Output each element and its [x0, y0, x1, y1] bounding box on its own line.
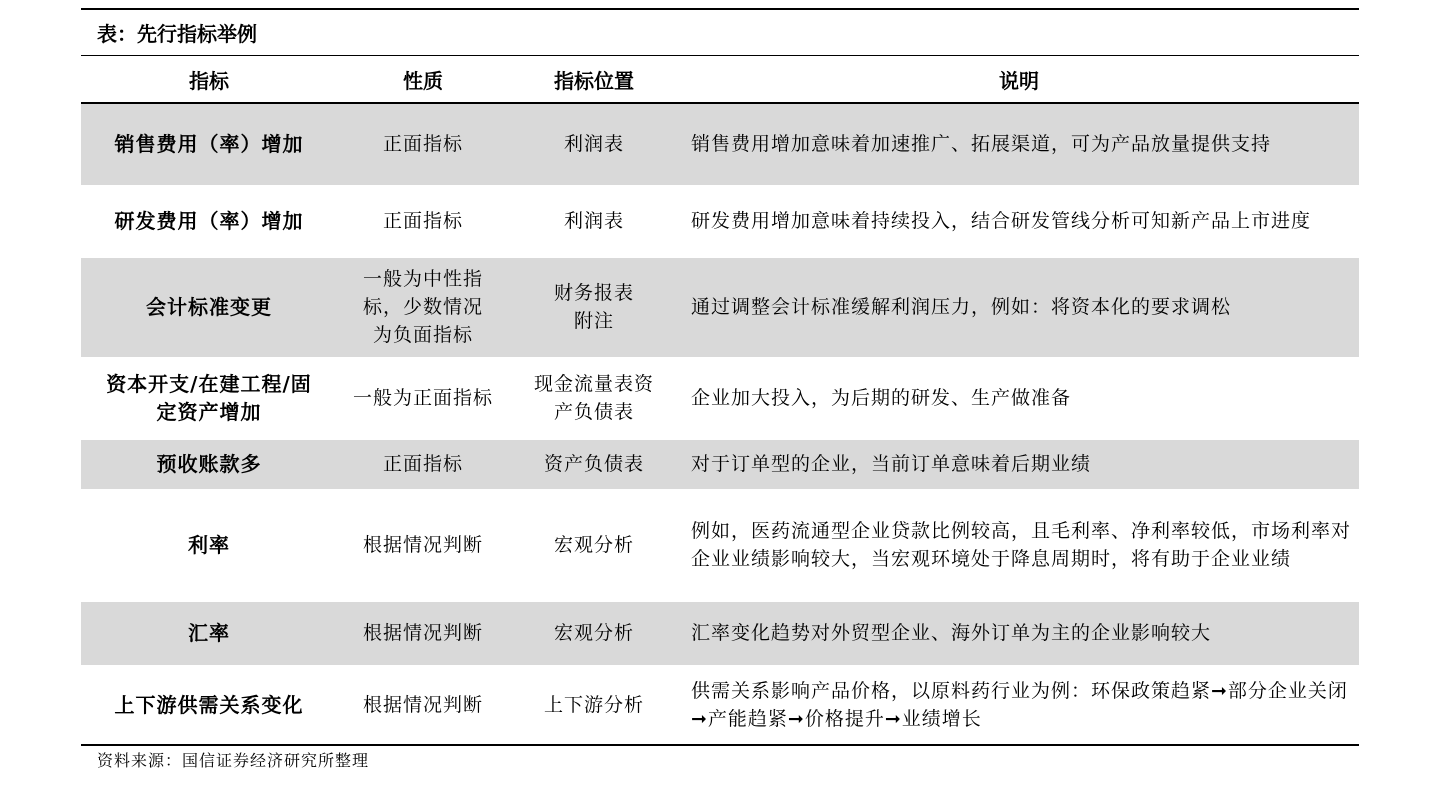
cell-indicator: 会计标准变更 [81, 257, 337, 357]
cell-indicator: 资本开支/在建工程/固定资产增加 [81, 357, 337, 439]
cell-location: 利润表 [509, 185, 679, 257]
cell-indicator: 预收账款多 [81, 439, 337, 489]
cell-description: 供需关系影响产品价格，以原料药行业为例：环保政策趋紧➞部分企业关闭➞产能趋紧➞价格提升➞业绩增长 [679, 665, 1359, 745]
cell-description: 汇率变化趋势对外贸型企业、海外订单为主的企业影响较大 [679, 601, 1359, 665]
cell-location: 宏观分析 [509, 489, 679, 601]
cell-description: 企业加大投入，为后期的研发、生产做准备 [679, 357, 1359, 439]
cell-location: 上下游分析 [509, 665, 679, 745]
cell-indicator: 汇率 [81, 601, 337, 665]
indicator-table [81, 8, 1359, 746]
cell-location: 财务报表附注 [509, 257, 679, 357]
cell-nature: 正面指标 [337, 185, 509, 257]
header-nature: 性质 [337, 56, 509, 103]
cell-description: 对于订单型的企业，当前订单意味着后期业绩 [679, 439, 1359, 489]
cell-nature: 根据情况判断 [337, 601, 509, 665]
cell-description: 通过调整会计标准缓解利润压力，例如：将资本化的要求调松 [679, 257, 1359, 357]
cell-nature: 一般为中性指标，少数情况为负面指标 [337, 257, 509, 357]
cell-location: 宏观分析 [509, 601, 679, 665]
source-note: 资料来源：国信证券经济研究所整理 [97, 751, 370, 770]
cell-nature: 一般为正面指标 [337, 357, 509, 439]
table-row [81, 357, 1359, 439]
header-indicator: 指标 [81, 56, 337, 103]
table-row [81, 665, 1359, 745]
table-row [81, 103, 1359, 185]
cell-indicator: 销售费用（率）增加 [81, 103, 337, 185]
cell-nature: 根据情况判断 [337, 489, 509, 601]
table-row [81, 257, 1359, 357]
cell-indicator: 上下游供需关系变化 [81, 665, 337, 745]
indicator-table-grid [81, 56, 1359, 746]
table-row [81, 439, 1359, 489]
cell-nature: 根据情况判断 [337, 665, 509, 745]
cell-nature: 正面指标 [337, 439, 509, 489]
table-row [81, 489, 1359, 601]
header-row [81, 56, 1359, 103]
table-row [81, 185, 1359, 257]
cell-indicator: 研发费用（率）增加 [81, 185, 337, 257]
cell-indicator: 利率 [81, 489, 337, 601]
cell-location: 现金流量表资产负债表 [509, 357, 679, 439]
header-description: 说明 [679, 56, 1359, 103]
cell-description: 销售费用增加意味着加速推广、拓展渠道，可为产品放量提供支持 [679, 103, 1359, 185]
cell-nature: 正面指标 [337, 103, 509, 185]
table-row [81, 601, 1359, 665]
cell-description: 例如，医药流通型企业贷款比例较高，且毛利率、净利率较低，市场利率对企业业绩影响较大，当宏观环境处于降息周期时，将有助于企业业绩 [679, 489, 1359, 601]
header-location: 指标位置 [509, 56, 679, 103]
cell-description: 研发费用增加意味着持续投入，结合研发管线分析可知新产品上市进度 [679, 185, 1359, 257]
cell-location: 资产负债表 [509, 439, 679, 489]
cell-location: 利润表 [509, 103, 679, 185]
table-caption: 表：先行指标举例 [81, 10, 1359, 56]
